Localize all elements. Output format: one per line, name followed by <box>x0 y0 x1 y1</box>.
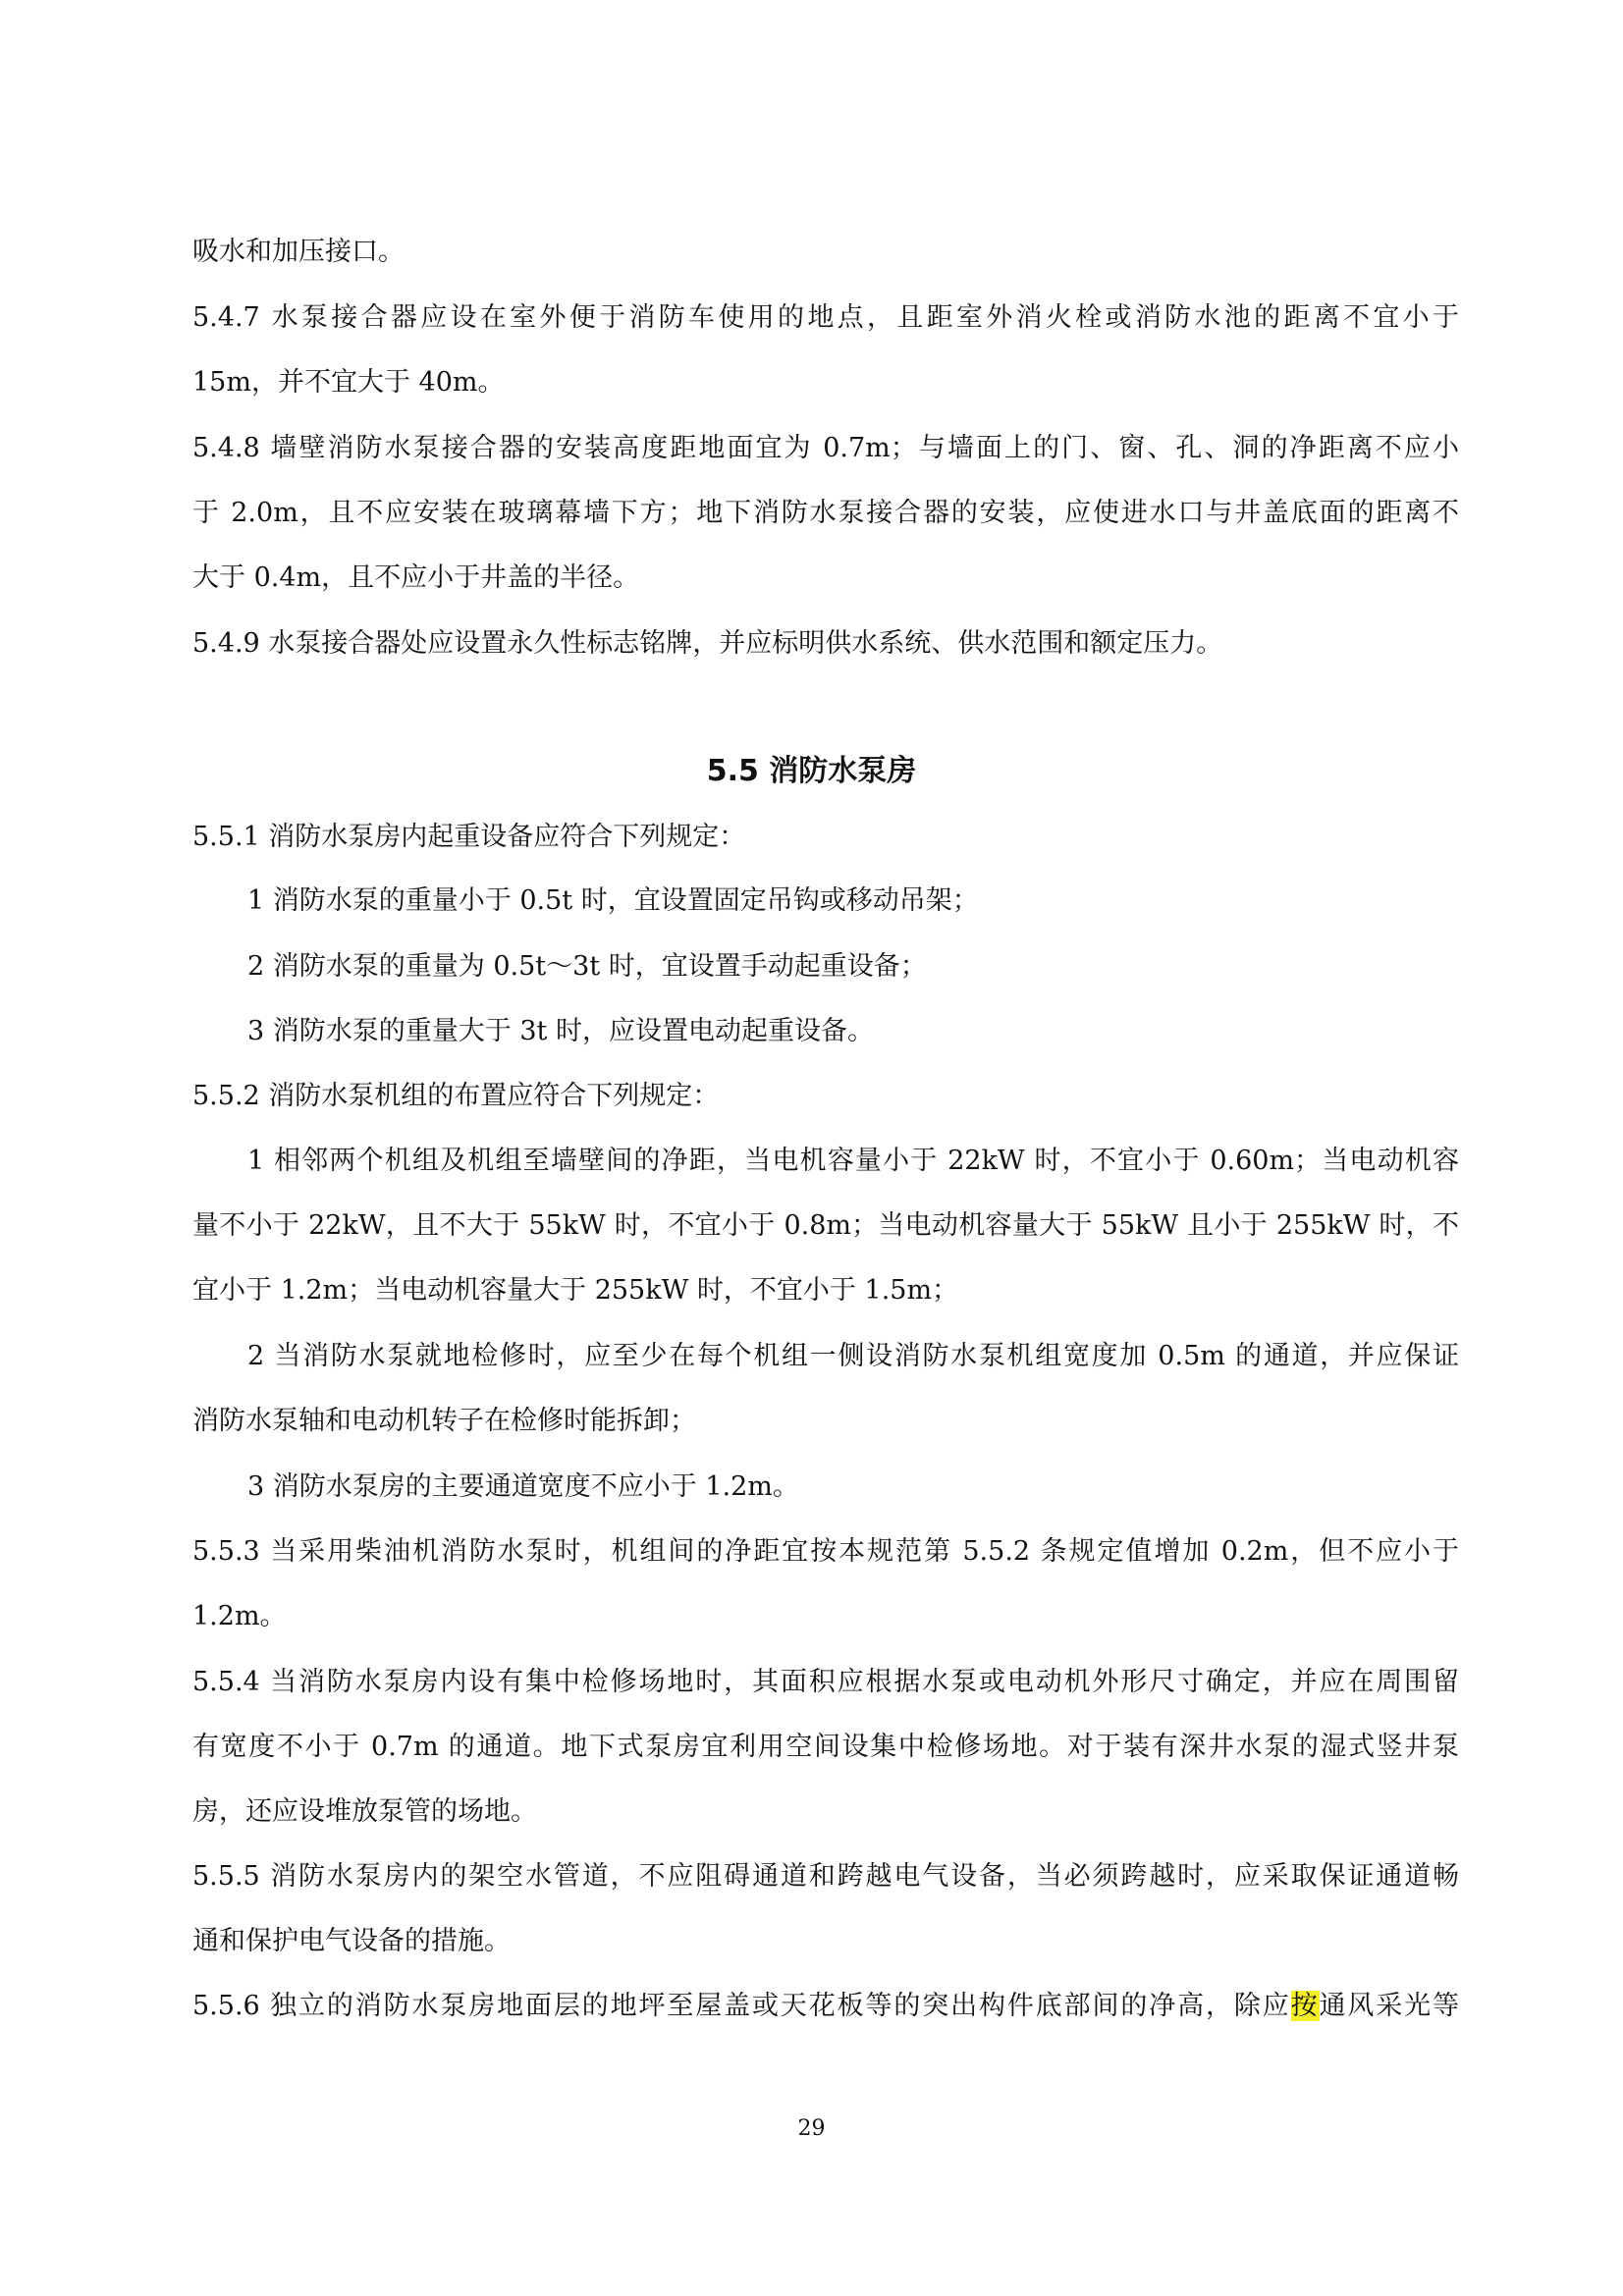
list-item: 3 消防水泵的重量大于 3t 时，应设置电动起重设备。 <box>247 1016 874 1046</box>
section-heading: 5.5 消防水泵房 <box>706 754 917 788</box>
paragraph-line: 5.4.9 水泵接合器处应设置永久性标志铭牌，并应标明供水系统、供水范围和额定压力。 <box>192 628 1223 659</box>
paragraph-line: 有宽度不小于 0.7m 的通道。地下式泵房宜利用空间设集中检修场地。对于装有深井水泵的湿式竖井泵 <box>192 1732 1459 1762</box>
paragraph-line: 宜小于 1.2m；当电动机容量大于 255kW 时，不宜小于 1.5m； <box>192 1275 959 1306</box>
list-item: 3 消防水泵房的主要通道宽度不应小于 1.2m。 <box>247 1471 799 1502</box>
list-item: 1 相邻两个机组及机组至墙壁间的净距，当电机容量小于 22kW 时，不宜小于 0.60m；当电动机容 <box>247 1146 1459 1176</box>
paragraph-line: 5.4.8 墙壁消防水泵接合器的安装高度距地面宜为 0.7m；与墙面上的门、窗、孔、洞的净距离不应小 <box>192 433 1459 463</box>
paragraph-line: 房，还应设堆放泵管的场地。 <box>192 1796 537 1827</box>
paragraph-line: 大于 0.4m，且不应小于井盖的半径。 <box>192 562 640 593</box>
paragraph-line: 吸水和加压接口。 <box>192 237 405 267</box>
page-number: 29 <box>797 2116 826 2141</box>
paragraph-line: 15m，并不宜大于 40m。 <box>192 367 505 398</box>
list-item: 2 消防水泵的重量为 0.5t～3t 时，宜设置手动起重设备； <box>247 951 927 982</box>
list-item: 1 消防水泵的重量小于 0.5t 时，宜设置固定吊钩或移动吊架； <box>247 885 979 916</box>
paragraph-line-with-highlight <box>192 1987 1459 2026</box>
paragraph-line: 通和保护电气设备的措施。 <box>192 1926 511 1956</box>
highlighted-character: 按 <box>1290 1991 1320 2021</box>
text-segment: 通风采光等 <box>1319 1991 1460 2021</box>
paragraph-line: 于 2.0m，且不应安装在玻璃幕墙下方；地下消防水泵接合器的安装，应使进水口与井盖底面的距离不 <box>192 498 1459 528</box>
text-segment: 5.5.6 独立的消防水泵房地面层的地坪至屋盖或天花板等的突出构件底部间的净高，除应 <box>192 1991 1291 2021</box>
paragraph-line: 量不小于 22kW，且不大于 55kW 时，不宜小于 0.8m；当电动机容量大于 55kW 且小于 255kW 时，不 <box>192 1210 1459 1241</box>
paragraph-line: 5.5.3 当采用柴油机消防水泵时，机组间的净距宜按本规范第 5.5.2 条规定值增加 0.2m，但不应小于 <box>192 1536 1459 1567</box>
paragraph-line: 1.2m。 <box>192 1601 287 1631</box>
list-item: 2 当消防水泵就地检修时，应至少在每个机组一侧设消防水泵机组宽度加 0.5m 的通道，并应保证 <box>247 1341 1459 1371</box>
paragraph-line: 5.5.1 消防水泵房内起重设备应符合下列规定： <box>192 822 746 852</box>
paragraph-line: 消防水泵轴和电动机转子在检修时能拆卸； <box>192 1406 696 1436</box>
paragraph-line: 5.4.7 水泵接合器应设在室外便于消防车使用的地点，且距室外消火栓或消防水池的距离不宜小于 <box>192 302 1459 333</box>
paragraph-line: 5.5.4 当消防水泵房内设有集中检修场地时，其面积应根据水泵或电动机外形尺寸确定，并应在周围留 <box>192 1667 1459 1697</box>
paragraph-line: 5.5.5 消防水泵房内的架空水管道，不应阻碍通道和跨越电气设备，当必须跨越时，应采取保证通道畅 <box>192 1861 1459 1892</box>
paragraph-line: 5.5.2 消防水泵机组的布置应符合下列规定： <box>192 1081 720 1111</box>
